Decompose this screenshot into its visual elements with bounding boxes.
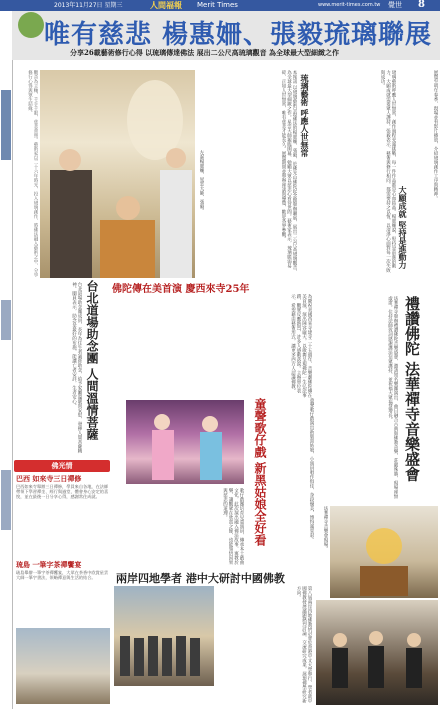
article-body-1: 本報訊 以琉璃藝術呈現佛法的楊惠姍、張毅，於佛光山佛陀紀念館舉辦聯展，展出二公尺高琉璃觀音，為全球最大型細緻之作。星雲大師親臨開幕，勉勵大眾以慈悲心看待世間。藝術家表示，琉璃脆弱易碎，正如人世無常，唯有慈悲才能長久。展覽期間並舉辦座談與導覽，歡迎各界參觀。 — [281, 70, 297, 274]
orchestra-illustration — [316, 600, 438, 705]
music-photo-1 — [330, 506, 438, 598]
article-body-3: 展覽至明年春季，現場並有影片播放，介紹琉璃創作工序與精神。 — [433, 70, 438, 201]
hk-headline[interactable]: 兩岸四地學者 港中大研討中國佛教 — [116, 572, 285, 585]
left-margin-strip — [0, 0, 13, 709]
usa-headline[interactable]: 佛陀傳在美首演 慶西來寺25年 — [112, 284, 250, 295]
hk-caption: 第八屆兩岸四地佛教研討會於香港中文大學舉行，學者就中國佛教發展議題熱烈討論，交流研究成果，展現佛學研究新方向。 — [296, 586, 312, 703]
main-side-head-2: 大願成就 堅持是進動力 — [398, 186, 408, 269]
taipei-body: 台北道場助念團成員，長年為往生者誦經助念，給予家屬溫暖與安慰，發揮人間菩薩精神。團員表示，助念是最好的布施，能讓亡者安詳，生者安心。 — [71, 282, 82, 453]
music-body: 法華禪寺舉辦禮讚佛陀音樂盛會，邀請知名樂團演出，曲目融合古典與佛教音樂，莊嚴殊勝，現場座無虛席。住持法師致詞感謝護法信眾護持，並祝福大眾福慧增長。 — [387, 296, 398, 499]
opera-headline[interactable]: 童聲歌仔戲 新黑姑娘全好看 — [253, 398, 267, 547]
opera-performers-illustration — [126, 400, 244, 484]
article-text-left: 觀音為主軸，千手千眼，慈悲普照。藝術家以二十六年時光，投入琉璃創作，將佛法融入藝術之中，分享修行心得與眾生結緣。 — [27, 70, 38, 277]
site-url[interactable]: www.merit-times.com.tw — [318, 2, 381, 8]
main-subhead: 分享26載藝術修行心得 以琉璃傳達佛法 展出二公尺高琉璃觀音 為全球最大型細緻之作 — [70, 48, 340, 57]
photo-caption: 左起楊惠姍、星雲大師、張毅。 — [199, 150, 204, 213]
hk-group-photo — [114, 586, 214, 686]
brazil-body: 巴西如來寺舉辦三日禪修，學員來自各地，在法師帶領下學習禪坐、經行與過堂，體會身心安定的喜悅，並在最後一日分享心得，感謝常住成就。 — [16, 484, 109, 500]
section-name: 覺世 — [388, 1, 402, 9]
opera-body: 童聲歌仔戲演出新版黑姑娘，小演員唱作俱佳，身段優美，博得滿堂彩。 — [309, 398, 314, 542]
article-body-2: 琉璃藝術呼應人世無常，創作過程充滿挑戰，每一件作品都是心血結晶。楊惠姍說，堅持是前進的動力，大願成就需要眾人護持。張毅表示，藝術與修行相同，都需要持之以恆，以清淨心面對每一次失敗與成功。 — [380, 70, 396, 273]
tea-headline[interactable]: 琉島 一筆字茶禪饗宴 — [16, 560, 82, 569]
opera-photo — [126, 400, 244, 484]
flower-altar-illustration — [330, 506, 438, 598]
taipei-headline[interactable]: 台北道場助念團 人間溫情菩薩 — [85, 280, 99, 441]
issue-date: 2013年11月27日 星期三 — [54, 2, 123, 9]
music-caption: 法華禪寺音樂會現場。 — [323, 506, 328, 551]
masthead-bar — [0, 0, 440, 11]
people-illustration — [40, 70, 195, 278]
section-tag: 佛光情 — [14, 460, 110, 472]
usa-body: 為慶祝美國西來寺建寺二十五週年，音樂劇佛陀傳在美首演，演出陣容龐大，以歌舞呈現佛陀一生弘法事蹟，觀眾反應熱烈，許多人感動落淚。主辦單位表示，希望藉由藝術形式，讓更多西方人認識佛教。 — [290, 294, 312, 398]
main-side-head-1: 琉璃藝術 呼應人世無常 — [300, 74, 310, 157]
brand-logo-cn: 人間福報 — [150, 0, 182, 10]
main-headline[interactable]: 唯有慈悲 楊惠姍、張毅琉璃聯展 — [44, 20, 433, 50]
brand-logo-en: Merit Times — [197, 1, 238, 9]
opera-body-2: 歌仔戲團培育兒童演員，傳承本土戲曲文化，此次演出融入佛法故事，寓教於樂，讓觀眾在欣賞之餘，也能領悟因果與慈悲的道理。 — [222, 488, 244, 565]
tea-photo — [16, 628, 110, 704]
page-number: 8 — [418, 0, 425, 10]
music-headline[interactable]: 禮讚佛陀 法華禪寺音樂盛會 — [403, 296, 421, 482]
scholars-group-illustration — [114, 586, 214, 686]
lotus-logo-icon — [18, 12, 44, 38]
music-photo-2 — [316, 600, 438, 705]
brazil-headline[interactable]: 巴西 如來寺三日禪修 — [16, 474, 82, 483]
main-photo — [40, 70, 195, 278]
tea-body: 琉島舉辦一筆字茶禪饗宴，大眾在茶香中欣賞星雲大師一筆字書法，領略禪意與生活的結合。 — [16, 570, 109, 581]
